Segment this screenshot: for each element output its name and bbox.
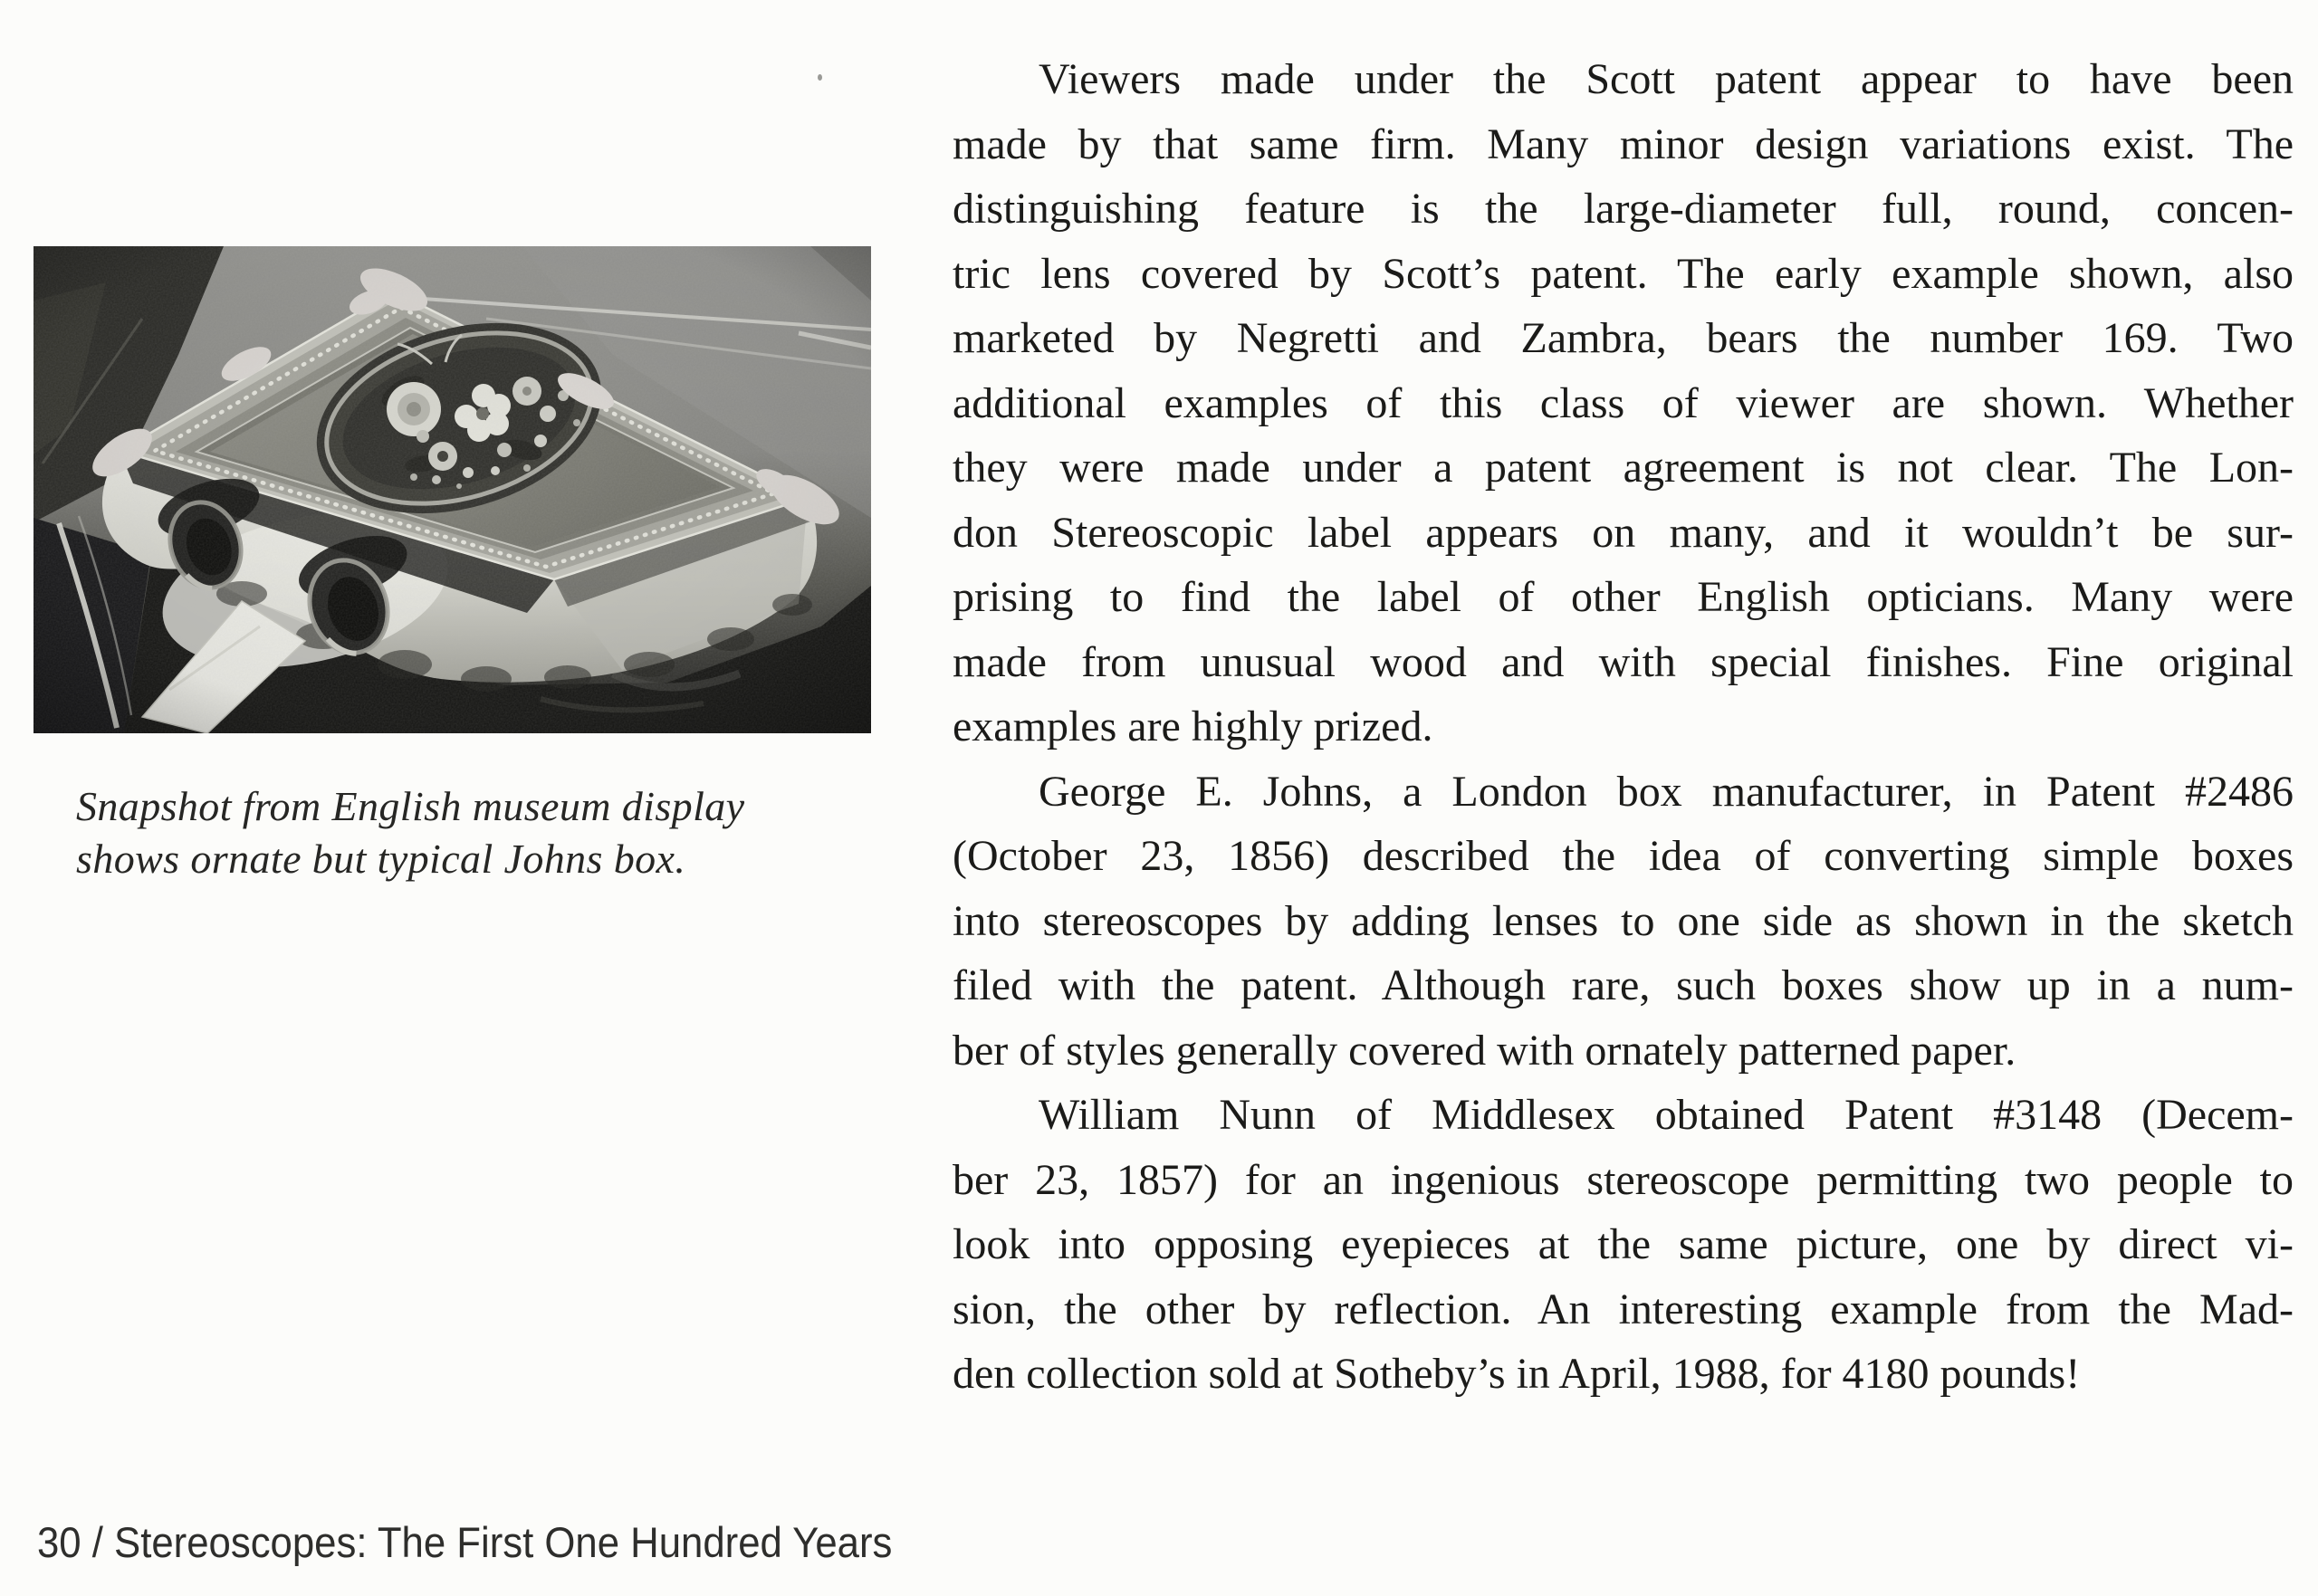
scan-speck <box>818 74 822 81</box>
text-line: Viewers made under the Scott patent appear to have been <box>1039 55 2294 103</box>
text-line: distinguishing feature is the large-diameter full, round, concen- <box>953 185 2294 233</box>
text-line: prising to find the label of other English opticians. Many were <box>953 573 2294 621</box>
page-footer <box>37 1517 892 1567</box>
text-line: William Nunn of Middlesex obtained Patent #3148 (Decem- <box>1039 1091 2294 1139</box>
text-line: marketed by Negretti and Zambra, bears the number 169. Two <box>953 314 2294 362</box>
text-line: into stereoscopes by adding lenses to one side as shown in the sketch <box>953 896 2294 945</box>
museum-photo <box>34 246 871 733</box>
text-line: George E. Johns, a London box manufacturer, in Patent #2486 <box>1039 767 2294 816</box>
caption-line: shows ornate but typical Johns box. <box>76 836 686 882</box>
text-line: filed with the patent. Although rare, such boxes show up in a num- <box>953 961 2294 1009</box>
text-line: den collection sold at Sotheby’s in April, 1988, for 4180 pounds! <box>953 1350 2081 1398</box>
text-line: additional examples of this class of viewer are shown. Whether <box>953 378 2294 427</box>
text-line: ber 23, 1857) for an ingenious stereoscope permitting two people to <box>953 1155 2294 1204</box>
footer-text: 30 / Stereoscopes: The First One Hundred Years <box>37 1518 893 1566</box>
caption-line: Snapshot from English museum display <box>76 783 745 829</box>
text-line: tric lens covered by Scott’s patent. The early example shown, also <box>953 249 2294 298</box>
text-line: look into opposing eyepieces at the same picture, one by direct vi- <box>953 1220 2294 1268</box>
text-line: (October 23, 1856) described the idea of converting simple boxes <box>953 832 2294 880</box>
photo-caption <box>76 780 744 885</box>
museum-photo-graphic <box>34 246 871 733</box>
text-line: made by that same firm. Many minor design variations exist. The <box>953 119 2294 168</box>
article-text <box>953 47 2294 1407</box>
text-line: they were made under a patent agreement is not clear. The Lon- <box>953 444 2294 492</box>
text-line: don Stereoscopic label appears on many, and it wouldn’t be sur- <box>953 508 2294 557</box>
text-line: made from unusual wood and with special finishes. Fine original <box>953 637 2294 686</box>
text-line: examples are highly prized. <box>953 702 1433 750</box>
text-line: sion, the other by reflection. An interesting example from the Mad- <box>953 1285 2294 1333</box>
photo-vignette <box>34 246 871 733</box>
text-line: ber of styles generally covered with ornately patterned paper. <box>953 1026 2016 1075</box>
